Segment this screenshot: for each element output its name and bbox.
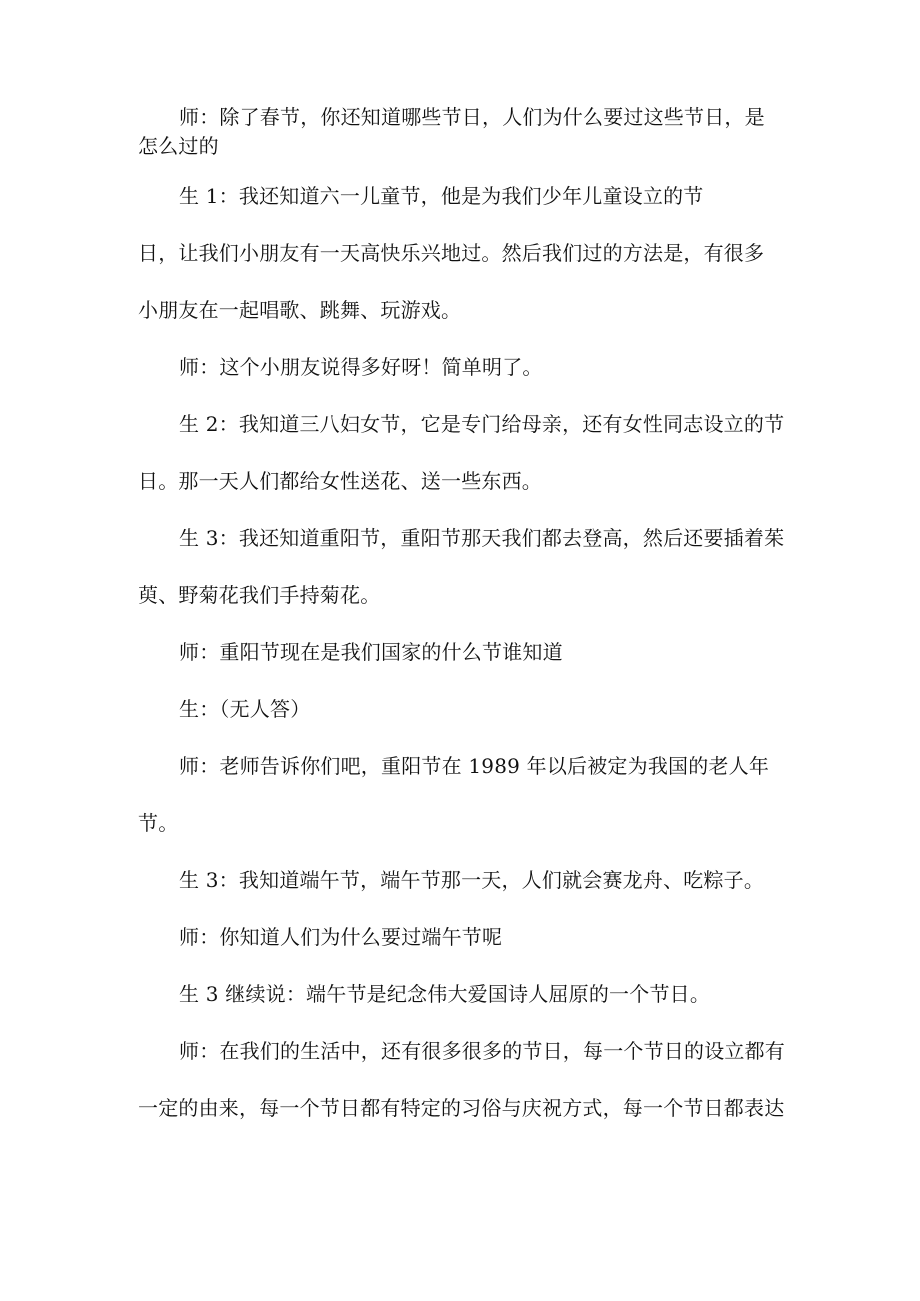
text-line: 生 3：我还知道重阳节，重阳节那天我们都去登高，然后还要插着茱	[179, 526, 785, 550]
text-line: 生 3：我知道端午节，端午节那一天，人们就会赛龙舟、吃粽子。	[179, 868, 765, 892]
text-line: 小朋友在一起唱歌、跳舞、玩游戏。	[138, 298, 462, 322]
text-line: 师：你知道人们为什么要过端午节呢	[179, 925, 503, 949]
text-line: 生 2：我知道三八妇女节，它是专门给母亲，还有女性同志设立的节	[179, 412, 785, 436]
text-line: 节。	[138, 811, 179, 835]
text-line: 师：重阳节现在是我们国家的什么节谁知道	[179, 640, 563, 664]
text-line: 生 1：我还知道六一儿童节，他是为我们少年儿童设立的节	[179, 184, 704, 208]
text-line: 师：除了春节，你还知道哪些节日，人们为什么要过这些节日，是	[179, 105, 765, 129]
text-line: 怎么过的	[138, 134, 219, 158]
text-line: 日。那一天人们都给女性送花、送一些东西。	[138, 469, 542, 493]
text-line: 生：（无人答）	[179, 697, 311, 721]
text-line: 师：这个小朋友说得多好呀！简单明了。	[179, 355, 543, 379]
text-line: 一定的由来，每一个节日都有特定的习俗与庆祝方式，每一个节日都表达	[138, 1096, 785, 1120]
text-line: 师：在我们的生活中，还有很多很多的节日，每一个节日的设立都有	[179, 1039, 785, 1063]
text-line: 师：老师告诉你们吧，重阳节在 1989 年以后被定为我国的老人年	[179, 754, 770, 778]
text-line: 日，让我们小朋友有一天高快乐兴地过。然后我们过的方法是，有很多	[138, 241, 765, 265]
text-line: 萸、野菊花我们手持菊花。	[138, 583, 381, 607]
text-line: 生 3 继续说：端午节是纪念伟大爱国诗人屈原的一个节日。	[179, 982, 711, 1006]
